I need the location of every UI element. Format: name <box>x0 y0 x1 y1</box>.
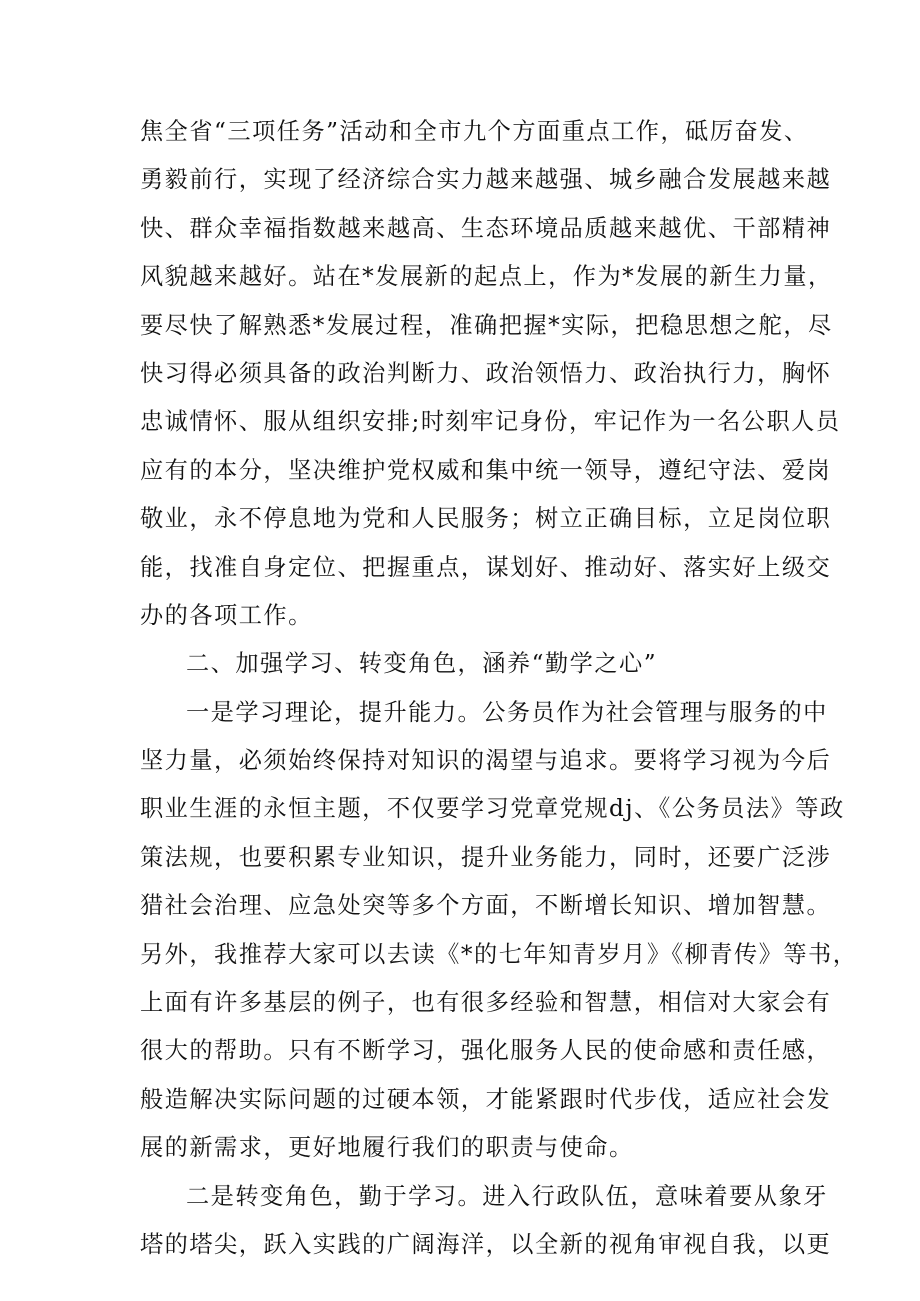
text-line: 另外，我推荐大家可以去读《*的七年知青岁月》《柳青传》等书， <box>140 940 858 968</box>
text-line: 塔的塔尖，跃入实践的广阔海洋，以全新的视角审视自我，以更 <box>140 1230 832 1258</box>
body-text <box>140 108 858 1269</box>
text-line: 焦全省“三项任务”活动和全市九个方面重点工作，砥厉奋发、 <box>140 118 809 145</box>
text-line: 要尽快了解熟悉*发展过程，准确把握*实际，把稳思想之舵，尽 <box>140 311 833 339</box>
text-line: 策法规，也要积累专业知识，提升业务能力，同时，还要广泛涉 <box>140 843 832 871</box>
section-heading: 二、加强学习、转变角色，涵养“勤学之心” <box>186 650 658 678</box>
text-line: 敬业，永不停息地为党和人民服务；树立正确目标，立足岗位职 <box>140 505 832 533</box>
text-line: 职业生涯的永恒主题，不仅要学习党章党规dj、《公务员法》等政 <box>140 795 845 823</box>
text-line: 办的各项工作。 <box>140 601 313 629</box>
text-line: 能，找准自身定位、把握重点，谋划好、推动好、落实好上级交 <box>140 553 832 581</box>
text-line: 上面有许多基层的例子，也有很多经验和智慧，相信对大家会有 <box>140 989 832 1017</box>
text-line: 风貌越来越好。站在*发展新的起点上，作为*发展的新生力量， <box>140 263 833 291</box>
paragraph-first-line: 一是学习理论，提升能力。公务员作为社会管理与服务的中 <box>186 698 828 726</box>
text-line: 快习得必须具备的政治判断力、政治领悟力、政治执行力，胸怀 <box>140 359 832 387</box>
text-line: 很大的帮助。只有不断学习，强化服务人民的使命感和责任感， <box>140 1037 832 1065</box>
text-line: 忠诚情怀、服从组织安排;时刻牢记身份，牢记作为一名公职人员 <box>140 408 841 436</box>
paragraph-first-line: 二是转变角色，勤于学习。进入行政队伍，意味着要从象牙 <box>186 1182 828 1210</box>
text-line: 应有的本分，坚决维护党权威和集中统一领导，遵纪守法、爱岗 <box>140 456 832 484</box>
text-line: 坚力量，必须始终保持对知识的渴望与追求。要将学习视为今后 <box>140 747 832 775</box>
text-line: 般造解决实际问题的过硬本领，才能紧跟时代步伐，适应社会发 <box>140 1085 832 1113</box>
text-line: 展的新需求，更好地履行我们的职责与使命。 <box>140 1134 634 1162</box>
text-line: 勇毅前行，实现了经济综合实力越来越强、城乡融合发展越来越 <box>140 166 832 194</box>
text-line: 快、群众幸福指数越来越高、生态环境品质越来越优、干部精神 <box>140 214 832 242</box>
text-line: 猎社会治理、应急处突等多个方面，不断增长知识、增加智慧。 <box>140 892 832 920</box>
